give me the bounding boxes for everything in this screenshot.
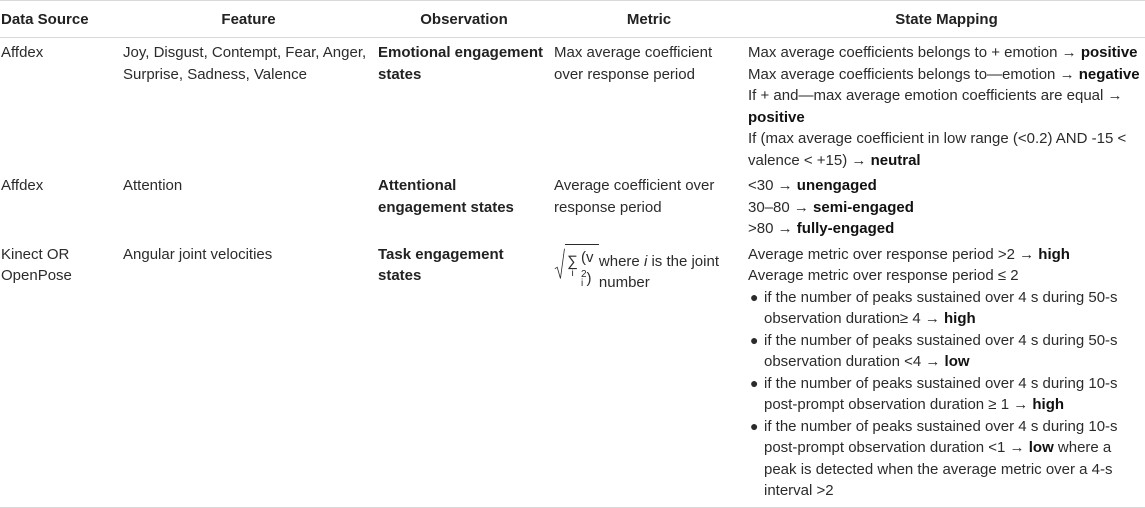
list-item: ● if the number of peaks sustained over 4 s during 50-s observation duration≥ 4 → high	[750, 288, 1118, 327]
bullet-icon: ●	[750, 331, 759, 348]
formula-suffix: where i is the joint number	[598, 252, 719, 291]
sum-index: i	[571, 268, 574, 279]
mapping-line: If (max average coefficient in low range (<0.2) AND -15 < valence < +15) → neutral	[748, 130, 1127, 169]
mapping-line: >80 → fully-engaged	[748, 220, 895, 237]
cell-observation: Emotional engagement states	[378, 44, 544, 83]
cell-data-source: Affdex	[1, 177, 44, 194]
mapping-line: 30–80 → semi-engaged	[748, 198, 914, 216]
list-item: ● if the number of peaks sustained over 4 s during 50-s observation duration <4 → low	[750, 331, 1118, 370]
metric-formula	[554, 244, 740, 294]
cell-feature: Attention	[123, 177, 183, 194]
bullet-icon: ●	[750, 374, 759, 391]
mapping-line: Max average coefficients belongs to—emotion → negative	[748, 65, 1140, 83]
cell-metric: Max average coefficient over response period	[554, 44, 713, 83]
cell-observation: Attentional engagement states	[378, 177, 514, 216]
mapping-line: Average metric over response period >2 → high	[748, 245, 1070, 263]
header-observation: Observation	[374, 1, 550, 38]
cell-state-mapping	[744, 240, 1145, 508]
table-row	[0, 38, 1145, 172]
sum-term: (v 2 i )	[580, 248, 594, 290]
table-header-row	[0, 1, 1145, 38]
header-feature: Feature	[119, 1, 374, 38]
mapping-line: If + and—max average emotion coefficients are equal → positive	[748, 87, 1123, 126]
table-row	[0, 171, 1145, 240]
radical-sign-icon	[554, 244, 565, 284]
header-data-source: Data Source	[0, 1, 119, 38]
mapping-line: Max average coefficients belongs to + emotion → positive	[748, 44, 1138, 61]
bullet-icon: ●	[750, 288, 759, 305]
cell-data-source: Affdex	[1, 44, 44, 61]
cell-observation: Task engagement states	[374, 240, 550, 508]
table-row	[0, 240, 1145, 508]
cell-feature: Joy, Disgust, Contempt, Fear, Anger, Surprise, Sadness, Valence	[123, 44, 367, 83]
sum-icon: ∑	[567, 253, 578, 270]
bullet-icon: ●	[750, 417, 759, 434]
radicand	[565, 244, 599, 290]
list-item: ● if the number of peaks sustained over 4 s during 10-s post-prompt observation duration <1 → low where a peak is detected when the average metric over a 4-s interval >2	[750, 417, 1118, 499]
summation	[567, 253, 578, 280]
header-state-mapping: State Mapping	[744, 1, 1145, 38]
mapping-line: Average metric over response period ≤ 2	[748, 267, 1019, 284]
cell-metric: Average coefficient over response period	[554, 177, 715, 216]
cell-metric-formula	[550, 240, 744, 508]
cell-state-mapping	[744, 171, 1145, 240]
mapping-line: <30 → unengaged	[748, 177, 877, 194]
cell-state-mapping	[744, 38, 1145, 172]
list-item: ● if the number of peaks sustained over 4 s during 10-s post-prompt observation duration ≥ 1 → high	[750, 374, 1118, 413]
mapping-bullet-list	[748, 287, 1141, 502]
cell-data-source: Kinect OR OpenPose	[0, 240, 119, 508]
cell-feature: Angular joint velocities	[119, 240, 374, 508]
header-metric: Metric	[550, 1, 744, 38]
